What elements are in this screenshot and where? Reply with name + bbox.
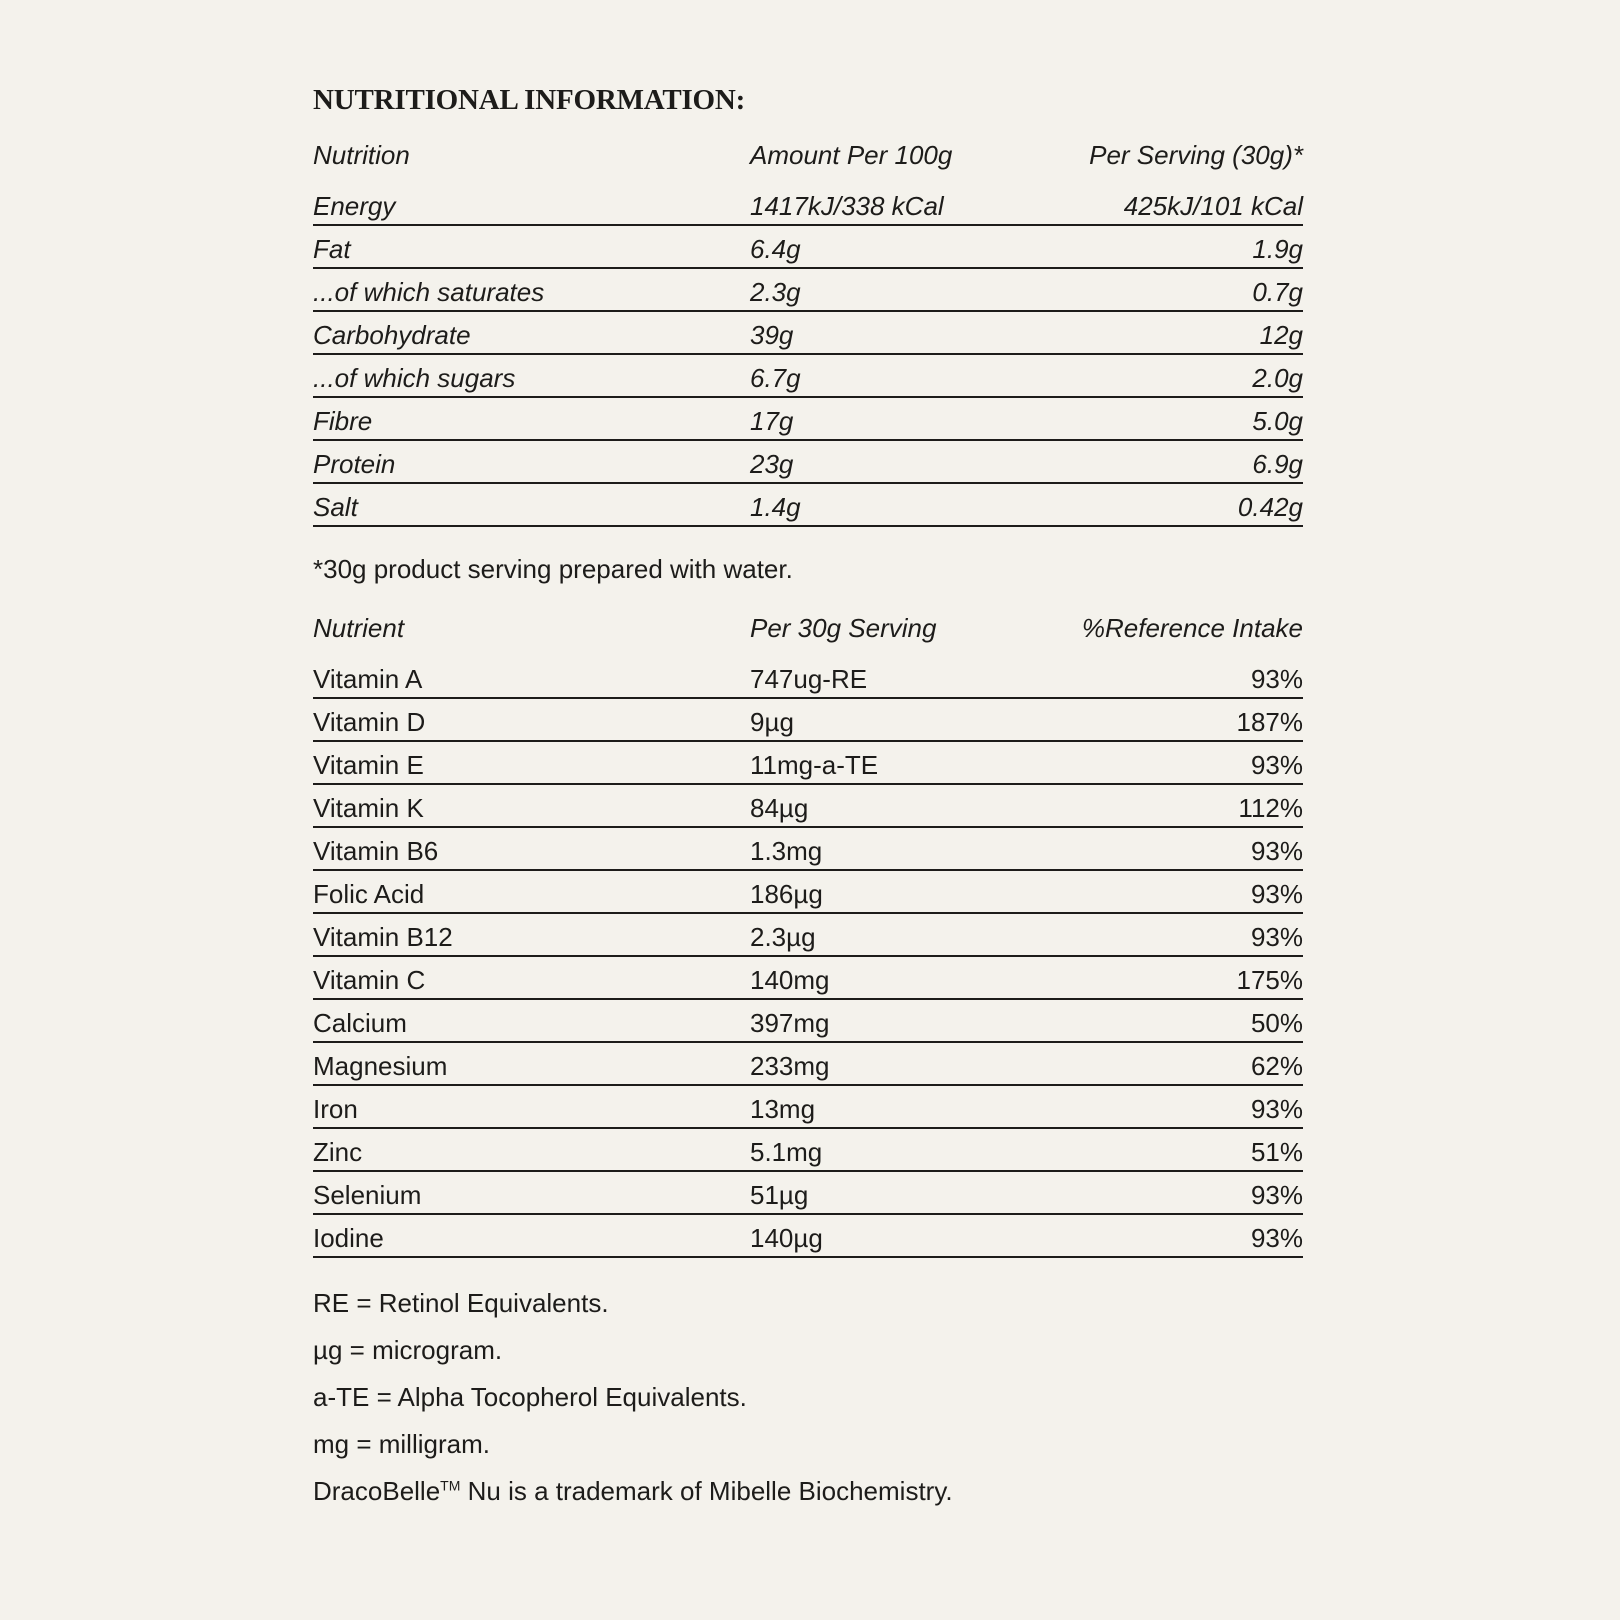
per-serving-value: 140µg [750,1223,823,1253]
nutrient-name: Energy [313,191,396,221]
table-row [313,484,1303,527]
nutrient-name: Protein [313,449,396,479]
per-serving-value: 51µg [750,1180,809,1210]
nutrient-name: Salt [313,492,358,522]
per-serving-value: 1.3mg [750,836,823,866]
nutrient-name: ...of which sugars [313,363,516,393]
legend-microgram: µg = microgram. [313,1335,503,1365]
nutrient-table-header [313,613,1303,643]
per-serving-value: 140mg [750,965,830,995]
reference-intake-value: 93% [1250,1094,1303,1124]
amount-per-100g: 1.4g [750,492,801,522]
table-row [313,269,1303,312]
reference-intake-value: 175% [1236,965,1303,995]
legend-milligram: mg = milligram. [313,1429,490,1459]
amount-per-serving: 2.0g [1252,363,1303,393]
amount-per-serving: 6.9g [1252,449,1303,479]
nutrient-name: Selenium [313,1180,422,1210]
amount-per-serving: 5.0g [1252,406,1303,436]
nutrition-label [313,0,1303,1515]
table-row [313,441,1303,484]
table-row [313,398,1303,441]
table-row [313,1172,1303,1215]
header-nutrition: Nutrition [313,140,410,170]
header-reference-intake: %Reference Intake [1081,613,1303,643]
per-serving-value: 9µg [750,707,794,737]
reference-intake-value: 51% [1250,1137,1303,1167]
legend-re: RE = Retinol Equivalents. [313,1288,609,1318]
serving-footnote: *30g product serving prepared with water. [313,554,793,584]
trademark-brand: DracoBelle [313,1476,441,1506]
per-serving-value: 5.1mg [750,1137,823,1167]
nutrition-amounts-table [313,140,1303,527]
table-row [313,957,1303,1000]
per-serving-value: 11mg-a-TE [750,750,879,780]
table-row [313,1086,1303,1129]
amount-per-serving: 12g [1259,320,1303,350]
per-serving-value: 84µg [750,793,809,823]
header-amount-per-100g: Amount Per 100g [750,140,953,170]
table-row [313,1043,1303,1086]
amount-per-100g: 17g [750,406,794,436]
amount-per-100g: 1417kJ/338 kCal [750,191,944,221]
nutrient-name: Vitamin E [313,750,424,780]
nutrient-name: ...of which saturates [313,277,545,307]
abbreviation-legend [313,1280,1303,1515]
nutrition-table-header [313,140,1303,170]
nutrient-name: Magnesium [313,1051,448,1081]
table-row [313,785,1303,828]
nutrient-name: Folic Acid [313,879,425,909]
amount-per-100g: 39g [750,320,794,350]
amount-per-100g: 2.3g [750,277,801,307]
nutrient-name: Fat [313,234,351,264]
amount-per-serving: 1.9g [1252,234,1303,264]
table-row [313,699,1303,742]
per-serving-value: 13mg [750,1094,816,1124]
table-row [313,656,1303,699]
amount-per-100g: 23g [750,449,794,479]
nutrient-name: Calcium [313,1008,407,1038]
reference-intake-value: 93% [1250,1223,1303,1253]
nutrient-name: Vitamin B12 [313,922,453,952]
reference-intake-value: 93% [1250,922,1303,952]
reference-intake-value: 112% [1238,793,1303,823]
table-row [313,914,1303,957]
page-title: NUTRITIONAL INFORMATION: [313,84,746,116]
reference-intake-value: 62% [1250,1051,1303,1081]
nutrient-name: Zinc [313,1137,363,1167]
nutrient-name: Carbohydrate [313,320,471,350]
reference-intake-value: 93% [1250,1180,1303,1210]
reference-intake-value: 93% [1250,879,1303,909]
reference-intake-value: 93% [1250,750,1303,780]
reference-intake-value: 93% [1250,664,1303,694]
amount-per-100g: 6.4g [750,234,801,264]
amount-per-serving: 0.42g [1237,492,1303,522]
header-per-serving: Per Serving (30g)* [1089,140,1303,170]
trademark-symbol: TM [440,1477,461,1494]
nutrient-name: Iron [313,1094,358,1124]
table-row [313,871,1303,914]
table-row [313,1000,1303,1043]
per-serving-value: 397mg [750,1008,830,1038]
nutrient-name: Vitamin A [313,664,423,694]
table-row [313,742,1303,785]
table-row [313,183,1303,226]
header-per-30g-serving: Per 30g Serving [750,613,937,643]
reference-intake-value: 187% [1236,707,1303,737]
table-row [313,1215,1303,1258]
nutrient-name: Vitamin D [313,707,426,737]
amount-per-serving: 425kJ/101 kCal [1123,191,1303,221]
table-row [313,226,1303,269]
amount-per-100g: 6.7g [750,363,801,393]
table-row [313,312,1303,355]
trademark-note [313,1468,1303,1515]
nutrient-name: Vitamin B6 [313,836,439,866]
nutrient-name: Fibre [313,406,373,436]
header-nutrient: Nutrient [313,613,405,643]
per-serving-value: 186µg [750,879,823,909]
trademark-text: Nu is a trademark of Mibelle Biochemistry. [460,1476,953,1506]
table-row [313,355,1303,398]
table-row [313,1129,1303,1172]
amount-per-serving: 0.7g [1252,277,1303,307]
per-serving-value: 233mg [750,1051,830,1081]
reference-intake-table [313,613,1303,1258]
nutrient-name: Vitamin K [313,793,424,823]
per-serving-value: 2.3µg [750,922,816,952]
reference-intake-value: 50% [1250,1008,1303,1038]
per-serving-value: 747ug-RE [750,664,868,694]
nutrient-name: Vitamin C [313,965,426,995]
table-row [313,828,1303,871]
reference-intake-value: 93% [1250,836,1303,866]
nutrient-name: Iodine [313,1223,384,1253]
legend-ate: a-TE = Alpha Tocopherol Equivalents. [313,1382,747,1412]
